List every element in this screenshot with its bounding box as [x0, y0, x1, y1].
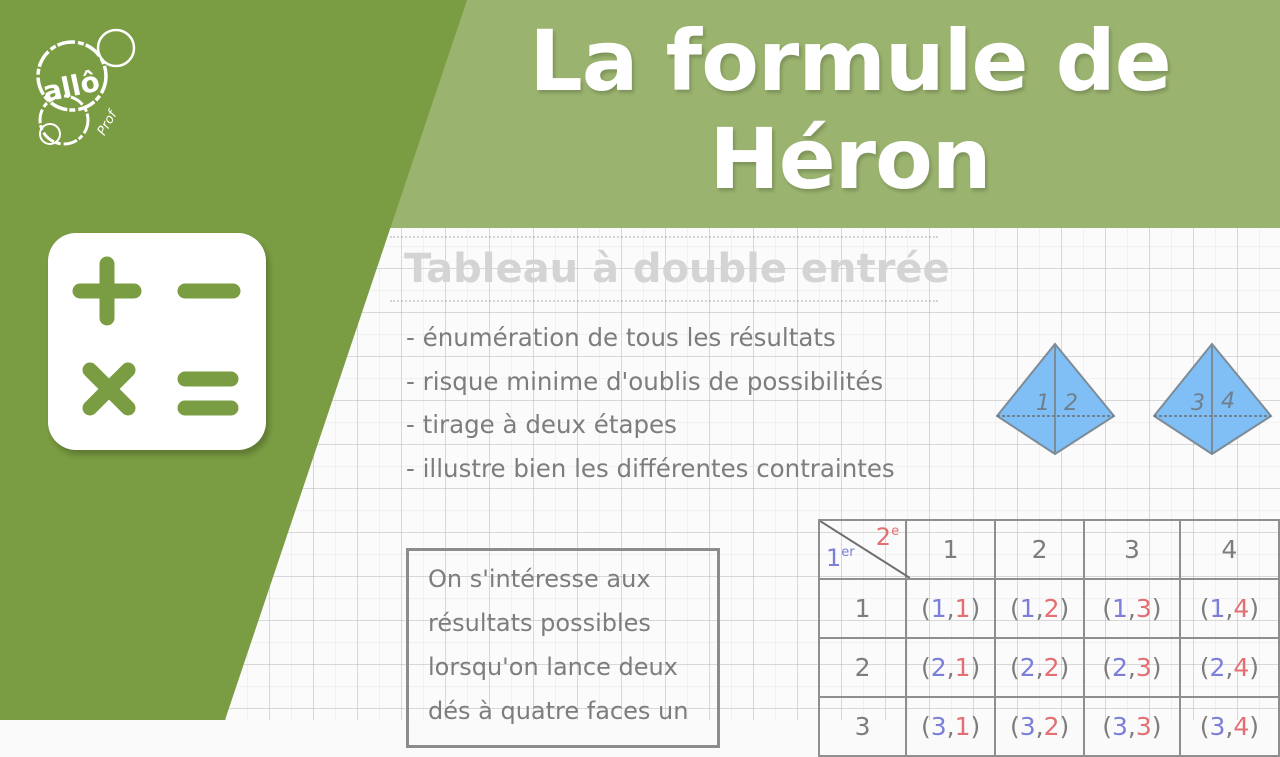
note-line: résultats possibles — [428, 609, 651, 637]
calculator-icon — [48, 233, 266, 450]
note-box — [406, 548, 720, 748]
table-cell: (2,4) — [1180, 638, 1279, 697]
slide-heading: Tableau à double entrée — [404, 246, 950, 292]
second-roll-label: 2e — [875, 523, 900, 551]
row-header: 1 — [819, 579, 906, 638]
table-cell: (1,2) — [995, 579, 1084, 638]
table-row — [819, 579, 1279, 638]
table-cell: (1,3) — [1084, 579, 1180, 638]
table-header-row — [819, 520, 1279, 579]
die-face-label: 1 — [1036, 391, 1050, 416]
table-cell: (3,3) — [1084, 697, 1180, 756]
table-row — [819, 638, 1279, 697]
column-header: 1 — [906, 520, 995, 579]
note-line: On s'intéresse aux — [428, 565, 651, 593]
row-header: 3 — [819, 697, 906, 756]
table-cell: (2,2) — [995, 638, 1084, 697]
note-line: lorsqu'on lance deux — [428, 653, 678, 681]
bullet-item: - risque minime d'oublis de possibilités — [406, 366, 884, 396]
title-line-2: Héron — [709, 110, 991, 208]
logo-subtext: Prof — [94, 108, 121, 139]
column-header: 2 — [995, 520, 1084, 579]
tetrahedral-die-2 — [1153, 342, 1273, 456]
tetrahedral-die-1 — [996, 342, 1116, 456]
bullet-item: - tirage à deux étapes — [406, 410, 677, 439]
die-face-label: 4 — [1221, 389, 1235, 414]
video-title — [400, 12, 1280, 208]
die-face-label: 2 — [1064, 391, 1078, 416]
table-cell: (1,1) — [906, 579, 995, 638]
row-header: 2 — [819, 638, 906, 697]
bullet-item: - illustre bien les différentes contraintes — [406, 453, 895, 483]
table-cell: (2,1) — [906, 638, 995, 697]
first-roll-label: 1er — [826, 544, 855, 572]
table-cell: (3,4) — [1180, 697, 1279, 756]
bullet-item: - énumération de tous les résultats — [406, 323, 836, 352]
table-cell: (3,2) — [995, 697, 1084, 756]
bullet-list — [406, 316, 895, 490]
table-cell: (1,4) — [1180, 579, 1279, 638]
table-corner-cell — [819, 520, 906, 579]
column-header: 4 — [1180, 520, 1279, 579]
title-line-1: La formule de — [529, 12, 1171, 110]
table-cell: (2,3) — [1084, 638, 1180, 697]
table-row — [819, 697, 1279, 756]
column-header: 3 — [1084, 520, 1180, 579]
table-cell: (3,1) — [906, 697, 995, 756]
double-entry-table — [818, 519, 1280, 757]
logo-text: allô — [39, 64, 103, 109]
note-line: dés à quatre faces un — [428, 697, 689, 725]
die-face-label: 3 — [1191, 391, 1205, 416]
allo-prof-logo — [28, 24, 138, 158]
